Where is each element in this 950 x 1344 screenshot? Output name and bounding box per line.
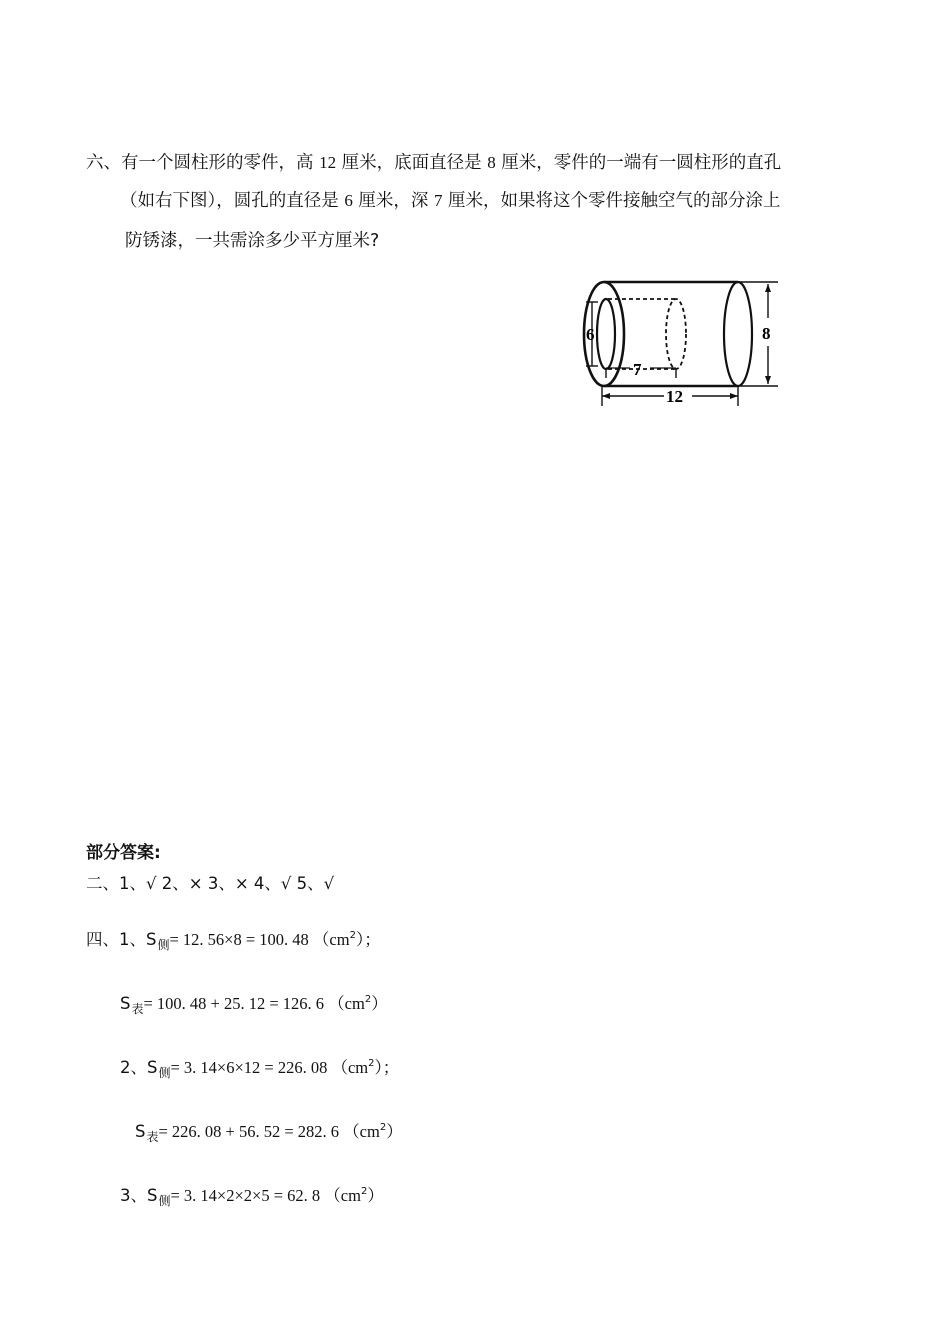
question-text: （如右下图），圆孔的直径是 [120, 191, 345, 211]
height-value: 12 [319, 153, 337, 172]
answer-section-2: 二、1、√ 2、× 3、× 4、√ 5、√ [86, 874, 335, 893]
answer-prefix: S [135, 1122, 146, 1141]
subscript: 侧 [158, 1066, 171, 1080]
superscript: 2 [364, 994, 372, 1005]
answer-end: ）； [374, 1058, 400, 1077]
question-text: 厘米，底面直径是 [336, 153, 488, 173]
hole-ellipse [597, 299, 615, 369]
answer-4-1b [120, 989, 388, 1020]
hole-end-dashed [666, 299, 686, 369]
answer-expression: = 12. 56×8 = 100. 48 （cm [169, 930, 350, 949]
question-marker: 六、 [86, 153, 121, 173]
answer-expression: = 226. 08 + 56. 52 = 282. 6 （cm [158, 1122, 380, 1141]
label-hole-diameter: 6 [586, 325, 595, 344]
answer-end: ） [371, 994, 388, 1013]
question-line-2 [120, 190, 781, 212]
superscript: 2 [349, 930, 356, 941]
section-marker: 四、 [86, 930, 119, 949]
answer-end: ）； [355, 930, 381, 949]
right-end-ellipse [724, 282, 752, 386]
answer-prefix: S [120, 994, 131, 1013]
answer-prefix: 3、S [120, 1186, 158, 1205]
subscript: 表 [146, 1130, 159, 1144]
superscript: 2 [360, 1186, 368, 1197]
answer-4-3 [120, 1181, 384, 1212]
subscript: 侧 [158, 1194, 171, 1208]
superscript: 2 [368, 1058, 375, 1069]
answer-end: ） [386, 1122, 403, 1141]
answer-4-2b [135, 1117, 403, 1148]
diameter-value: 8 [487, 153, 496, 172]
answer-prefix: 2、S [120, 1058, 158, 1077]
label-length: 12 [666, 387, 683, 406]
question-line-1 [86, 152, 781, 174]
hole-depth-value: 7 [433, 191, 443, 210]
label-hole-depth: 7 [633, 360, 642, 379]
answer-4-1 [86, 925, 381, 956]
hole-diameter-value: 6 [344, 191, 353, 210]
question-text: 厘米，如果将这个零件接触空气的部分涂上 [442, 191, 781, 211]
answer-prefix: 1、S [119, 930, 157, 949]
cylinder-figure [570, 272, 790, 412]
question-text: 厘米，零件的一端有一圆柱形的直孔 [495, 153, 782, 173]
label-diameter: 8 [762, 324, 771, 343]
question-line-3: 防锈漆，一共需涂多少平方厘米? [125, 231, 380, 251]
answer-expression: = 3. 14×6×12 = 226. 08 （cm [170, 1058, 369, 1077]
answers-title: 部分答案: [86, 843, 161, 863]
subscript: 侧 [157, 938, 170, 952]
question-text: 厘米，深 [352, 191, 434, 211]
answer-expression: = 100. 48 + 25. 12 = 126. 6 （cm [143, 994, 365, 1013]
answer-4-2 [120, 1053, 399, 1084]
question-text: 有一个圆柱形的零件，高 [121, 153, 320, 173]
subscript: 表 [131, 1002, 144, 1016]
answer-expression: = 3. 14×2×2×5 = 62. 8 （cm [170, 1186, 361, 1205]
answer-end: ） [367, 1186, 384, 1205]
superscript: 2 [379, 1122, 387, 1133]
